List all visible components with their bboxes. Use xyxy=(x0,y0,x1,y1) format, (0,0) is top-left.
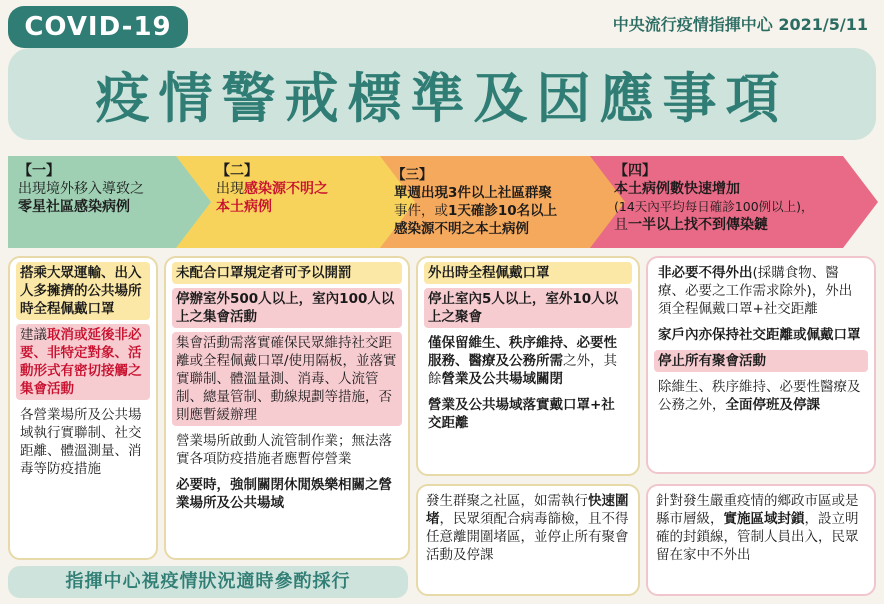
col4-work-school-a: 除維生、秩序維持、必要性醫療及公務之外， xyxy=(658,379,861,413)
level-3-containment xyxy=(416,484,640,596)
level-2-line1a: 出現 xyxy=(216,181,244,197)
col3-venue-closure-c: 營業及公共場域關閉 xyxy=(441,371,563,387)
level-4 xyxy=(590,156,878,248)
level-3-line2a: 事件，或 xyxy=(394,203,448,219)
level-3-line2b: 1天確診10名以上 xyxy=(448,203,558,219)
col4-household: 家戶內亦保持社交距離或佩戴口罩 xyxy=(658,327,861,343)
col4-stay-home-a: 非必要不得外出 xyxy=(658,265,753,281)
col4-stay-home-b: (採購食物、醫療、必要之工作需求除外)，外出須全程佩戴口罩+社交距離 xyxy=(658,265,853,317)
title-bar xyxy=(8,48,876,140)
level-4-line3a: 且 xyxy=(614,217,628,233)
col4-lockdown-a: 針對發生嚴重疫情的鄉政市區或是縣市層級， xyxy=(656,493,859,527)
level-1-line2: 零星社區感染病例 xyxy=(18,199,130,215)
level-3-measures xyxy=(416,256,640,476)
level-4-lockdown xyxy=(646,484,876,596)
page-title: 疫情警戒標準及因應事項 xyxy=(95,66,789,130)
level-2-line2: 本土病例 xyxy=(216,199,272,215)
level-2-number: 【二】 xyxy=(216,163,258,179)
covid-badge: COVID-19 xyxy=(8,6,188,48)
level-4-measures xyxy=(646,256,876,474)
level-2-line1b: 感染源不明之 xyxy=(244,181,328,197)
level-3-line1: 單週出現3件以上社區群聚 xyxy=(394,185,552,201)
col3-containment-c: ，民眾須配合病毒篩檢，且不得任意離開圍堵區，並停止所有聚會活動及停課 xyxy=(426,511,629,563)
col3-containment-a: 發生群聚之社區，如需執行 xyxy=(426,493,588,509)
col4-stay-home xyxy=(654,262,868,320)
col4-work-school xyxy=(654,376,868,416)
level-4-line3b: 一半以上找不到傳染鏈 xyxy=(628,217,768,233)
level-1-measures xyxy=(8,256,158,560)
col2-fine-rule: 未配合口罩規定者可予以開罰 xyxy=(172,262,402,284)
col1-gathering-rule xyxy=(16,324,150,400)
col3-mask-rule: 外出時全程佩戴口罩 xyxy=(424,262,632,284)
col3-venue-closure xyxy=(424,332,632,390)
col1-gathering-rule-b: 取消或延後非必要、非特定對象、活動形式有密切接觸之集會活動 xyxy=(20,327,142,397)
col1-gathering-rule-a: 建議 xyxy=(20,327,47,343)
level-4-line1: 本土病例數快速增加 xyxy=(614,181,740,197)
col2-closure: 必要時，強制關閉休閒娛樂相關之營業場所及公共場域 xyxy=(176,477,392,511)
col4-work-school-b: 全面停班及停課 xyxy=(725,397,820,413)
footer-note: 指揮中心視疫情狀況適時參酌採行 xyxy=(8,566,408,598)
col3-mask-distance: 營業及公共場域落實戴口罩+社交距離 xyxy=(428,397,615,431)
col1-mask-rule: 搭乘大眾運輸、出入人多擁擠的公共場所時全程佩戴口罩 xyxy=(16,262,150,320)
level-1-line1: 出現境外移入導致之 xyxy=(18,181,144,197)
col3-venue-closure-a: 僅保留維生、秩序維持、必要性服務、醫療及公務所需 xyxy=(428,335,617,369)
col3-venue-closure-b: 之外，其餘 xyxy=(428,353,617,387)
source-date: 中央流行疫情指揮中心 2021/5/11 xyxy=(612,15,868,34)
col2-venue-flow: 營業場所啟動人流管制作業；無法落實各項防疫措施者應暫停營業 xyxy=(176,433,392,467)
level-3-number: 【三】 xyxy=(392,167,433,183)
level-2-measures xyxy=(164,256,410,560)
col4-gathering-stop: 停止所有聚會活動 xyxy=(654,350,868,372)
level-3-line3: 感染源不明之本土病例 xyxy=(394,221,529,237)
level-1-number: 【一】 xyxy=(18,163,60,179)
col4-lockdown-b: 實施區域封鎖 xyxy=(723,511,805,527)
alert-levels xyxy=(8,156,878,248)
level-4-number: 【四】 xyxy=(614,163,656,179)
col4-lockdown-c: ，設立明確的封鎖線，管制人員出入，民眾留在家中不外出 xyxy=(656,511,859,563)
col2-gathering-conditions: 集會活動需落實確保民眾維持社交距離或全程佩戴口罩/使用隔板，並落實實聯制、體溫量測、消毒、人流管制、總量管制、動線規劃等措施，否則應暫緩辦理 xyxy=(172,332,402,426)
col1-venue-rule: 各營業場所及公共場域執行實聯制、社交距離、體溫測量、消毒等防疫措施 xyxy=(20,407,142,477)
col3-containment-b: 快速圍堵 xyxy=(426,493,629,527)
col2-gathering-limit: 停辦室外500人以上，室內100人以上之集會活動 xyxy=(172,288,402,328)
level-4-line2: (14天內平均每日確診100例以上)， xyxy=(614,199,814,214)
col3-gathering-limit: 停止室內5人以上，室外10人以上之聚會 xyxy=(424,288,632,328)
